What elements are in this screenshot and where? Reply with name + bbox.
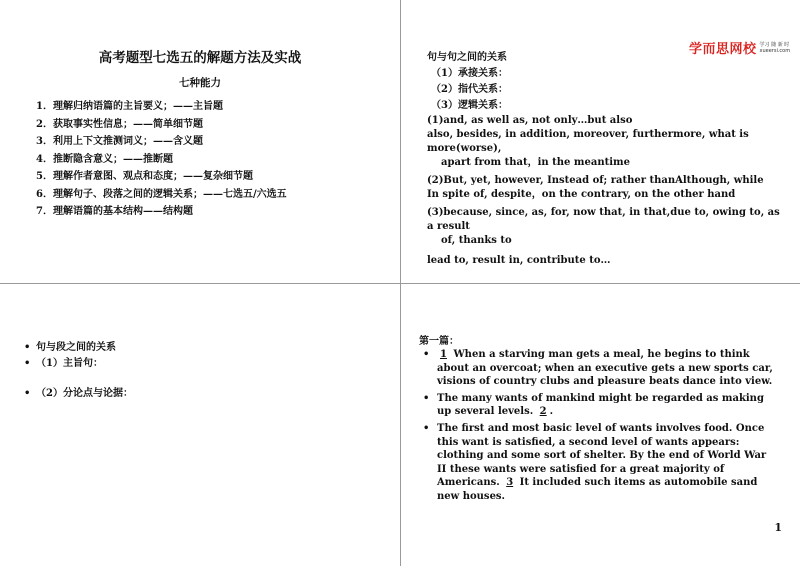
connector-words — [427, 114, 787, 272]
ability-item: 4．推断隐含意义；——推断题 — [36, 153, 173, 165]
text-line: (3)because, since, as, for, now that, in that,due to, owing to, as a result — [427, 207, 780, 232]
slide-3 — [0, 284, 400, 566]
relation-item: （3）逻辑关系： — [431, 100, 508, 111]
bullet-icon: • — [423, 422, 430, 434]
blank-number: 3 — [506, 477, 514, 489]
text-line: (1)and, as well as, not only…but also — [427, 115, 633, 126]
ability-item: 6．理解句子、段落之间的逻辑关系；——七选五/六选五 — [36, 188, 287, 200]
list-item — [24, 356, 133, 372]
list-item — [24, 340, 133, 356]
passage-item — [423, 422, 775, 504]
text-line: In spite of, despite，on the contrary, on the other hand — [427, 189, 736, 200]
list-item-text: （1）主旨句： — [36, 358, 103, 369]
slide-4-title: 第一篇： — [419, 336, 459, 347]
blank-number: 2 — [539, 406, 547, 418]
ability-item: 2．获取事实性信息；——简单细节题 — [36, 118, 203, 130]
logo-url: xueersi.com — [759, 47, 791, 54]
passage-text: The many wants of mankind might be regarded as making up several levels. — [437, 392, 764, 418]
slide-2-heading: 句与句之间的关系 — [427, 52, 507, 63]
text-line: apart from that，in the meantime — [441, 157, 630, 168]
text-line: (2)But, yet, however, Instead of; rather thanAlthough, while — [427, 175, 764, 186]
ability-list — [36, 98, 287, 221]
passage-text: . — [549, 406, 554, 418]
slide-2 — [401, 0, 800, 283]
ability-item: 7．理解语篇的基本结构——结构题 — [36, 206, 193, 217]
list-item-text: 句与段之间的关系 — [36, 342, 116, 353]
logo-text: 学而思网校 — [689, 42, 757, 57]
blank-number: 1 — [440, 349, 447, 360]
passage-item — [423, 392, 775, 419]
bullet-icon: • — [423, 349, 430, 360]
logo-side — [760, 42, 791, 54]
passage-item — [423, 348, 775, 389]
passage-text: It included such items as automobile sand new houses. — [437, 477, 758, 502]
text-line: of, thanks to — [441, 235, 512, 246]
logo-small-text: 学习 随 新 时 — [759, 41, 790, 48]
text-line: lead to, result in, contribute to… — [427, 255, 611, 266]
paragraph-relation-list — [24, 340, 133, 402]
addition-connectors — [427, 114, 787, 170]
relation-list — [431, 66, 508, 114]
slide-1-title: 高考题型七选五的解题方法及实战 — [98, 50, 302, 66]
relation-item: （2）指代关系： — [431, 84, 508, 95]
text-line: also, besides, in addition, moreover, furthermore, what is more(worse), — [427, 129, 749, 154]
brand-logo — [689, 38, 790, 57]
slide-4 — [401, 284, 800, 566]
bullet-icon: • — [24, 342, 31, 353]
passage-text: When a starving man gets a meal, he begins to think about an overcoat; when an executive gets a new sports car, visions of country clubs and pleasure beats dance into view. — [437, 349, 773, 388]
list-item — [24, 386, 133, 402]
ability-item: 5．理解作者意图、观点和态度；——复杂细节题 — [36, 171, 253, 182]
cause-effect-connectors — [427, 206, 787, 268]
relation-item: （1）承接关系： — [431, 68, 508, 79]
contrast-connectors — [427, 174, 787, 202]
page-number: 1 — [774, 521, 782, 534]
slide-1 — [0, 0, 400, 283]
bullet-icon: • — [24, 358, 31, 369]
passage-list — [423, 348, 775, 507]
slide-1-subtitle: 七种能力 — [179, 77, 221, 89]
list-item-text: （2）分论点与论据： — [36, 388, 133, 399]
ability-item: 3．利用上下文推测词义；——含义题 — [36, 136, 203, 147]
ability-item: 1．理解归纳语篇的主旨要义；——主旨题 — [36, 101, 223, 112]
bullet-icon: • — [423, 392, 430, 404]
bullet-icon: • — [24, 388, 31, 399]
passage-text: The first and most basic level of wants involves food. Once this want is satisfied, a second level of wants appears: clothing and some sort of shelter. By the end of World War II these wants were satisfied for a great majority of Americans. — [437, 422, 767, 489]
